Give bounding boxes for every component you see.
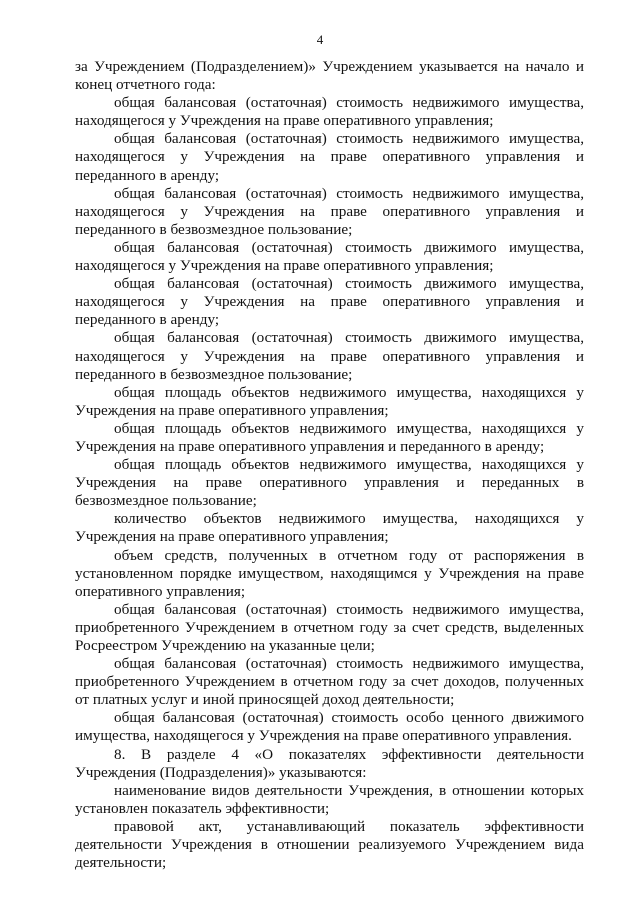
paragraph: общая балансовая (остаточная) стоимость недвижимого имущества, приобретенного Учреждением в отчетном году за счет средств, выделенных Росреестром Учреждению на указанные цели; <box>75 600 584 654</box>
paragraph: общая площадь объектов недвижимого имущества, находящихся у Учреждения на праве оперативного управления; <box>75 383 584 419</box>
paragraph: общая балансовая (остаточная) стоимость недвижимого имущества, приобретенного Учреждением в отчетном году за счет доходов, полученных от платных услуг и иной приносящей доход деятельности; <box>75 655 584 709</box>
paragraph: объем средств, полученных в отчетном году от распоряжения в установленном порядке имуществом, находящимся у Учреждения на праве оперативного управления; <box>75 546 584 600</box>
paragraph: правовой акт, устанавливающий показатель эффективности деятельности Учреждения в отношении реализуемого Учреждением вида деятельности; <box>75 817 584 872</box>
paragraph: общая балансовая (остаточная) стоимость движимого имущества, находящегося у Учреждения на праве оперативного управления; <box>75 238 584 275</box>
paragraph: общая балансовая (остаточная) стоимость движимого имущества, находящегося у Учреждения на праве оперативного управления и переданного в безвозмездное пользование; <box>75 329 584 383</box>
paragraph: общая площадь объектов недвижимого имущества, находящихся у Учреждения на праве оперативного управления и переданного в аренду; <box>75 419 584 455</box>
paragraph: общая балансовая (остаточная) стоимость движимого имущества, находящегося у Учреждения на праве оперативного управления и переданного в аренду; <box>75 275 584 329</box>
paragraph-intro: за Учреждением (Подразделением)» Учреждением указывается на начало и конец отчетного года: <box>75 58 584 94</box>
section-8-heading-paragraph: 8. В разделе 4 «О показателях эффективности деятельности Учреждения (Подразделения)» указываются: <box>75 745 584 781</box>
paragraph: общая площадь объектов недвижимого имущества, находящихся у Учреждения на праве оперативного управления и переданных в безвозмездное пользование; <box>75 456 584 510</box>
paragraph: общая балансовая (остаточная) стоимость недвижимого имущества, находящегося у Учреждения на праве оперативного управления и переданного в безвозмездное пользование; <box>75 184 584 238</box>
paragraph: общая балансовая (остаточная) стоимость недвижимого имущества, находящегося у Учреждения на праве оперативного управления; <box>75 94 584 130</box>
paragraph: количество объектов недвижимого имущества, находящихся у Учреждения на праве оперативного управления; <box>75 510 584 546</box>
paragraph: наименование видов деятельности Учреждения, в отношении которых установлен показатель эффективности; <box>75 781 584 817</box>
page-number: 4 <box>316 32 324 47</box>
document-body <box>75 58 584 872</box>
paragraph: общая балансовая (остаточная) стоимость особо ценного движимого имущества, находящегося у Учреждения на праве оперативного управления. <box>75 709 584 745</box>
paragraph: общая балансовая (остаточная) стоимость недвижимого имущества, находящегося у Учреждения на праве оперативного управления и переданного в аренду; <box>75 130 584 184</box>
